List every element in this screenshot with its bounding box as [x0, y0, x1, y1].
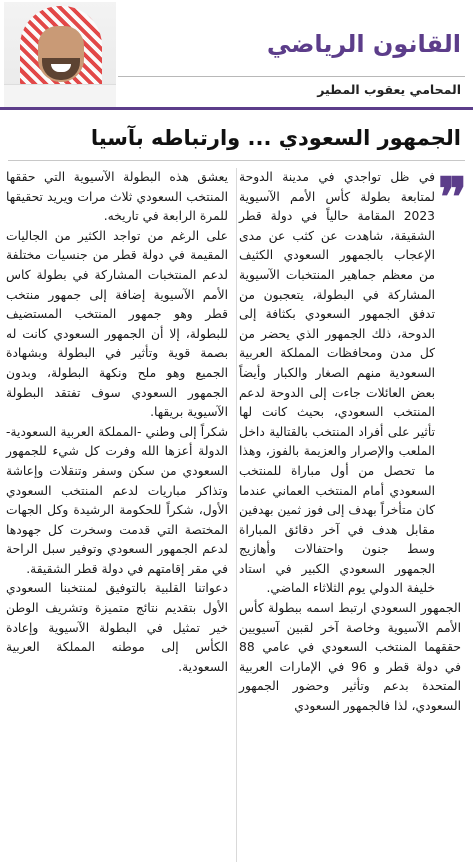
author-photo [4, 2, 116, 107]
paragraph: شكراً إلى وطني -المملكة العربية السعودية- الدولة أعزها الله وفرت كل شيء للجمهور السعودي من سكن وسفر وتنقلات وإعاشة وتذاكر مباريات لدعم المنتخب السعودي الأول، شكراً للحكومة الرشيدة وكل الجهات المختصة التي قدمت وسخرت كل جهودها لدعم الجمهور السعودي وتوفير سبل الراحة في مقر إقامتهم في دولة قطر الشقيقة. [6, 424, 228, 576]
column-divider [236, 168, 237, 862]
header-divider [118, 76, 465, 77]
shirt-shape [4, 84, 116, 107]
article-column-left [6, 168, 228, 677]
column-header [0, 0, 473, 110]
paragraph: دعواتنا القلبية بالتوفيق لمنتخبنا السعودي الأول بتقديم نتائج متميزة وتشريف الوطن خير تمثيل في البطولة الآسيوية وإعادة الكأس إلى موطنه المملكة العربية السعودية. [6, 581, 228, 674]
headline-rule [8, 160, 465, 161]
opening-quote-mark: ❞ [437, 165, 467, 229]
header-accent-rule [0, 107, 473, 110]
paragraph: في ظل تواجدي في مدينة الدوحة لمتابعة بطولة كأس الأمم الآسيوية 2023 المقامة حالياً في دولة قطر الشقيقة، شاهدت عن كثب عن مدى الإعجاب بالجمهور السعودي الكثيف من معظم جماهير المنتخبات الآسيوية المشاركة في البطولة، يتعجبون من تدفق الجمهور السعودي بكثافة إلى الدوحة، ذلك الجمهور الذي يحضر من كل مدن ومحافظات المملكة العربية السعودية منهم الصغار والكبار وأيضاً بعض العائلات جاءت إلى الدوحة لدعم المنتخب السعودي، بحيث كانت لها تأثير على أفراد المنتخب بالقتالية داخل الملعب والإصرار والعزيمة بالفوز، وهذا ما تحصل من أول مباراة للمنتخب السعودي أمام المنتخب العماني عندما كان متأخراً بهدف إلى فوز ثمين بهدفين مقابل هدف في آخر دقائق المباراة وسط جنون واحتفالات وأهازيج الجمهور السعودي الكبير في استاد خليفة الدولي يوم الثلاثاء الماضي. [239, 170, 435, 596]
article-column-right [239, 168, 461, 717]
paragraph: الجمهور السعودي ارتبط اسمه ببطولة كأس الأمم الآسيوية وخاصة آخر لقبين آسيويين حققهما المنتخب السعودي في عامي 88 في دولة قطر و 96 في الإمارات العربية المتحدة بدعم وتأثير وحضور الجمهور السعودي، لذا فالجمهور السعودي [239, 601, 462, 714]
article-headline: الجمهور السعودي ... وارتباطه بآسيا [90, 126, 461, 150]
column-title: القانون الرياضي [266, 30, 461, 58]
paragraph: يعشق هذه البطولة الآسيوية التي حققها المنتخب السعودي ثلاث مرات ويريد تحقيقها للمرة الرابعة في تاريخه. [6, 170, 228, 224]
author-name: المحامي يعقوب المطير [317, 82, 461, 97]
paragraph: على الرغم من تواجد الكثير من الجاليات المقيمة في دولة قطر من جنسيات مختلفة لدعم المنتخبات المشاركة في بطولة كاس الأمم الآسيوية إضافة إلى جمهور منتخب قطر وهو جمهور المنتخب المستضيف للبطولة، إلا أن الجمهور السعودي كانت له بصمة قوية وتأثير في البطولة وبشهادة الجميع وهو ملح ونكهة البطولة، وبدون الجمهور السعودي سوف تفتقد البطولة الآسيوية بريقها. [6, 228, 228, 420]
